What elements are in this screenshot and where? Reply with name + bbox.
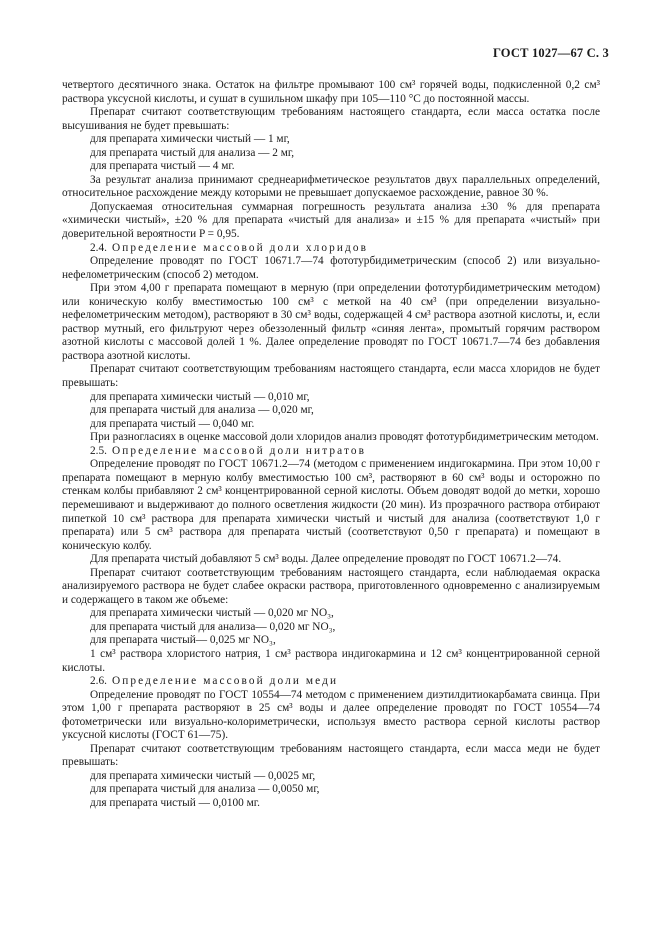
paragraph: При этом 4,00 г препарата помещают в мерную (при определении фототурбидиметрическим методом) или коническую колбу вместимостью 100 см³ с меткой на 40 см³ (при определении визуально-нефелометрическим методом), растворяют в 30 см³ воды, содержащей 4 см³ раствора азотной кислоты, и, если раствор мутный, его фильтруют через обеззоленный фильтр «синяя лента», промытый горячим раствором азотной кислоты с массовой долей 1 %. Далее определение проводят по ГОСТ 10671.7—74 без добавления раствора азотной кислоты. [62, 282, 600, 362]
document-body [62, 79, 600, 811]
section-heading [62, 675, 600, 689]
list-item: для препарата чистый— 0,025 мг NO₃, [90, 634, 276, 647]
page-header: ГОСТ 1027—67 С. 3 [492, 46, 609, 60]
list-item: для препарата чистый для анализа — 0,0050 мг, [90, 783, 320, 796]
section-number: 2.6. [90, 675, 107, 688]
paragraph: Препарат считают соответствующим требованиям настоящего стандарта, если масса остатка после высушивания не будет превышать: [62, 106, 600, 132]
paragraph: Определение проводят по ГОСТ 10671.7—74 фототурбидиметрическим (способ 2) или визуально-нефелометрическим (способ 2) методом. [62, 255, 600, 281]
list-item: для препарата чистый — 4 мг. [90, 160, 235, 173]
paragraph: Препарат считают соответствующим требованиям настоящего стандарта, если наблюдаемая окраска анализируемого раствора не будет слабее окраски раствора, приготовленного одновременно с анализируемым и содержащего в таком же объеме: [62, 566, 600, 606]
list-item: для препарата химически чистый — 0,020 мг NO₃, [90, 607, 334, 620]
list-item: для препарата чистый для анализа — 0,020 мг, [90, 404, 314, 417]
paragraph: При разногласиях в оценке массовой доли хлоридов анализ проводят фототурбидиметрическим методом. [90, 431, 599, 444]
list-item: для препарата чистый — 0,0100 мг. [90, 796, 260, 809]
section-title: Определение массовой доли нитратов [111, 444, 367, 457]
paragraph: Препарат считают соответствующим требованиям настоящего стандарта, если масса меди не будет превышать: [62, 742, 600, 769]
list-item: для препарата чистый для анализа — 2 мг, [90, 146, 295, 159]
section-title: Определение массовой доли меди [111, 675, 339, 688]
list-item: для препарата химически чистый — 0,010 мг, [90, 390, 310, 403]
paragraph: четвертого десятичного знака. Остаток на фильтре промывают 100 см³ горячей воды, подкисленной 0,2 см³ раствора уксусной кислоты, и сушат в сушильном шкафу при 105—110 °С до постоянной массы. [62, 79, 600, 105]
section-number: 2.4. [90, 241, 107, 254]
paragraph: Допускаемая относительная суммарная погрешность результата анализа ±30 % для препарата «химически чистый», ±20 % для препарата «чистый для анализа» и ±15 % для препарата «чистый» при доверительной вероятности P = 0,95. [62, 200, 600, 241]
section-title: Определение массовой доли хлоридов [111, 241, 369, 254]
paragraph: Для препарата чистый добавляют 5 см³ воды. Далее определение проводят по ГОСТ 10671.2—74. [90, 553, 562, 566]
paragraph: Определение проводят по ГОСТ 10671.2—74 (методом с применением индигокармина. При этом 10,00 г препарата помещают в мерную колбу вместимостью 100 см³, растворяют в 60 см³ воды и осторожно по стенкам колбы прибавляют 2 см³ концентрированной серной кислоты. Объем доводят водой до метки, хорошо перемешивают и выдерживают до полного осветления жидкости (20 мин). Из прозрачного раствора отбирают пипеткой 10 см³ раствора для препарата химически чистый и чистый для анализа (соответствуют 1,0 г препарата) или 5 см³ раствора для препарата чистый (соответствуют 0,50 г препарата) и помещают в коническую колбу. [62, 458, 600, 552]
section-heading [62, 445, 600, 459]
list-item: для препарата химически чистый — 0,0025 мг, [90, 769, 316, 782]
paragraph: 1 см³ раствора хлористого натрия, 1 см³ раствора индигокармина и 12 см³ концентрированной серной кислоты. [62, 647, 600, 674]
section-heading [62, 242, 600, 256]
list-item: для препарата химически чистый — 1 мг, [90, 133, 290, 146]
list-item: для препарата чистый — 0,040 мг. [90, 417, 255, 430]
section-number: 2.5. [90, 444, 107, 457]
list-item: для препарата чистый для анализа— 0,020 мг NO₃, [90, 620, 336, 633]
paragraph: Определение проводят по ГОСТ 10554—74 методом с применением диэтилдитиокарбамата свинца. При этом 1,00 г препарата растворяют в 25 см³ воды и далее определение проводят по ГОСТ 10554—74 фотометрически или визуально-колориметрически, используя вместо раствора серной кислоты раствор уксусной кислоты (ГОСТ 61—75). [62, 688, 600, 742]
paragraph: За результат анализа принимают среднеарифметическое результатов двух параллельных определений, относительное расхождение между которыми не превышает допускаемое расхождение, равное 30 %. [62, 173, 600, 200]
paragraph: Препарат считают соответствующим требованиям настоящего стандарта, если масса хлоридов не будет превышать: [62, 363, 600, 390]
